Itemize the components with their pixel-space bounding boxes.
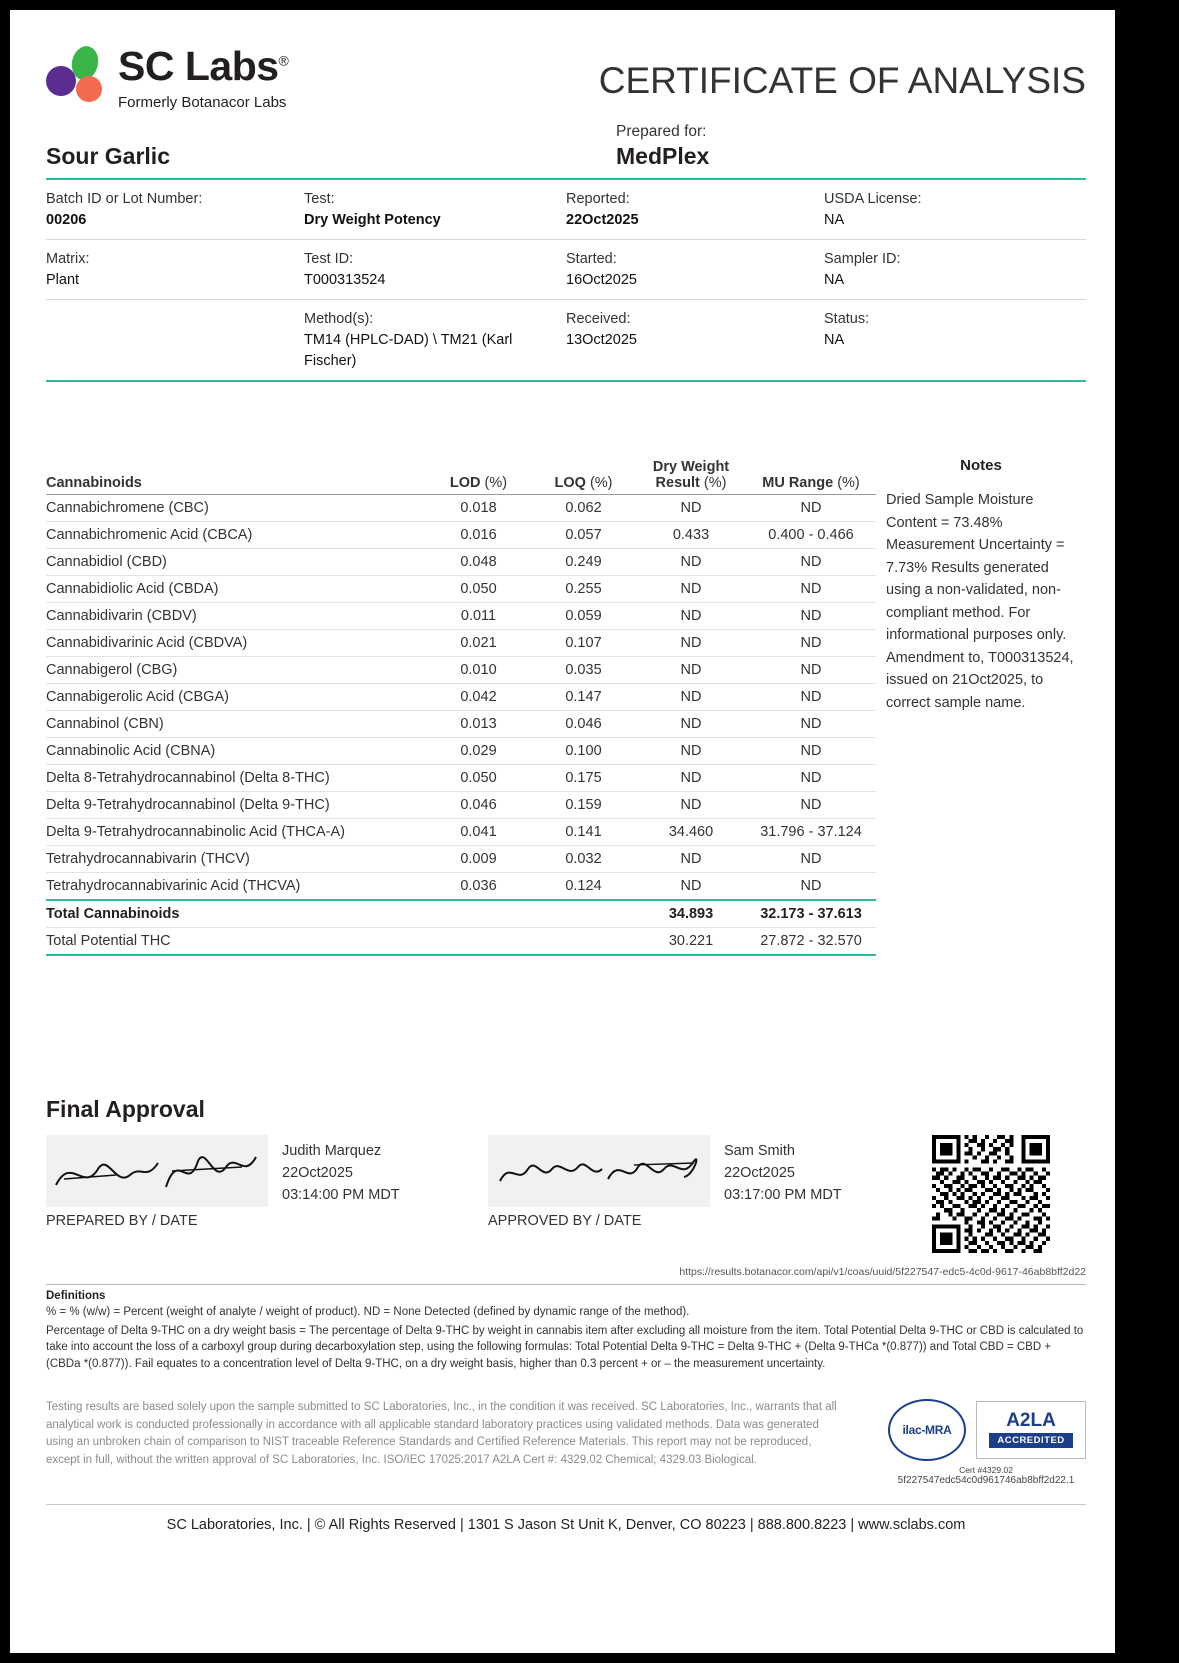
table-row: Tetrahydrocannabivarinic Acid (THCVA) 0.036 0.124 ND ND xyxy=(46,873,876,901)
sample-name: Sour Garlic xyxy=(46,143,170,169)
signature-image-prepared xyxy=(46,1135,268,1207)
col-loq: LOQ (%) xyxy=(531,454,636,495)
table-row: Cannabichromenic Acid (CBCA) 0.016 0.057 0.433 0.400 - 0.466 xyxy=(46,522,876,549)
accredited-label: ACCREDITED xyxy=(989,1433,1072,1448)
table-row: Tetrahydrocannabivarin (THCV) 0.009 0.032 ND ND xyxy=(46,846,876,873)
logo-mark-icon xyxy=(46,44,108,108)
meta-sampler-id: Sampler ID: NA xyxy=(824,251,901,289)
notes-column xyxy=(876,454,1076,714)
notes-text: Dried Sample Moisture Content = 73.48% Measurement Uncertainty = 7.73% Results generated using a non-validated, non-compliant method. For informational purposes only. Amendment to, T000313524, issued on 21Oct2025, to correct sample name. xyxy=(886,492,1074,711)
prepared-by-time: 03:14:00 PM MDT xyxy=(282,1186,400,1203)
a2la-label: A2LA xyxy=(1006,1410,1056,1432)
qr-code-icon[interactable] xyxy=(932,1135,1050,1253)
meta-row-3 xyxy=(46,300,1086,380)
table-row: Cannabidivarinic Acid (CBDVA) 0.021 0.107 ND ND xyxy=(46,630,876,657)
cert-number: Cert #4329.02 xyxy=(959,1464,1013,1475)
meta-batch-id: Batch ID or Lot Number: 00206 xyxy=(46,191,203,229)
prepared-by-name: Judith Marquez xyxy=(282,1143,382,1160)
approved-by-time: 03:17:00 PM MDT xyxy=(724,1186,842,1203)
definitions-section xyxy=(46,1284,1086,1373)
qr-url[interactable]: https://results.botanacor.com/api/v1/coas/uuid/5f227547-edc5-4c0d-9617-46ab8bff2d22 xyxy=(679,1266,1086,1279)
table-row: Delta 9-Tetrahydrocannabinolic Acid (THCA-A) 0.041 0.141 34.460 31.796 - 37.124 xyxy=(46,819,876,846)
table-row: Cannabidiol (CBD) 0.048 0.249 ND ND xyxy=(46,549,876,576)
table-row: Cannabigerol (CBG) 0.010 0.035 ND ND xyxy=(46,657,876,684)
prepared-by-block xyxy=(46,1135,488,1229)
a2la-accredited-icon xyxy=(976,1401,1086,1459)
meta-received: Received: 13Oct2025 xyxy=(566,311,637,349)
prepared-for-label: Prepared for: xyxy=(616,123,707,140)
signature-image-approved xyxy=(488,1135,710,1207)
definitions-heading: Definitions xyxy=(46,1290,106,1303)
final-approval-title: Final Approval xyxy=(46,1096,205,1123)
meta-status: Status: NA xyxy=(824,311,870,349)
approved-by-caption: APPROVED BY / DATE xyxy=(488,1213,642,1230)
page-title: CERTIFICATE OF ANALYSIS xyxy=(598,60,1086,101)
col-lod: LOD (%) xyxy=(426,454,531,495)
meta-methods: Method(s): TM14 (HPLC-DAD) \ TM21 (Karl Fischer) xyxy=(304,311,513,370)
page-footer: SC Laboratories, Inc. | © All Rights Reserved | 1301 S Jason St Unit K, Denver, CO 80223 | 888.800.8223 | www.sclabs.com xyxy=(46,1504,1086,1533)
approved-by-name: Sam Smith xyxy=(724,1143,795,1160)
brand-tagline: Formerly Botanacor Labs xyxy=(118,94,287,111)
table-row: Cannabichromene (CBC) 0.018 0.062 ND ND xyxy=(46,495,876,522)
meta-started: Started: 16Oct2025 xyxy=(566,251,637,289)
meta-reported: Reported: 22Oct2025 xyxy=(566,191,639,229)
brand-name: SC Labs® xyxy=(118,43,289,89)
cert-uuid: 5f227547edc54c0d961746ab8bff2d22.1 xyxy=(897,1474,1075,1486)
col-result: Dry Weight Result (%) xyxy=(636,454,746,495)
meta-usda-license: USDA License: NA xyxy=(824,191,922,229)
table-row: Cannabinolic Acid (CBNA) 0.029 0.100 ND ND xyxy=(46,738,876,765)
approved-by-date: 22Oct2025 xyxy=(724,1164,795,1181)
table-row: Cannabidivarin (CBDV) 0.011 0.059 ND ND xyxy=(46,603,876,630)
meta-matrix: Matrix: Plant xyxy=(46,251,90,289)
sc-labs-logo xyxy=(46,32,288,111)
disclaimer-section xyxy=(46,1399,1086,1486)
sample-client-row xyxy=(46,123,1086,170)
approved-by-block xyxy=(488,1135,930,1229)
prepared-by-caption: PREPARED BY / DATE xyxy=(46,1213,198,1230)
qr-code-block[interactable] xyxy=(930,1135,1086,1258)
table-row-total-potential-thc: Total Potential THC 30.221 27.872 - 32.570 xyxy=(46,928,876,956)
col-mu-range: MU Range (%) xyxy=(746,454,876,495)
cannabinoids-title: Cannabinoids xyxy=(46,454,426,495)
definitions-line-1: % = % (w/w) = Percent (weight of analyte / weight of product). ND = None Detected (defined by dynamic range of the method). xyxy=(46,1306,690,1319)
document-header xyxy=(46,32,1086,111)
cannabinoids-table xyxy=(46,454,876,956)
prepared-by-date: 22Oct2025 xyxy=(282,1164,353,1181)
table-row: Cannabigerolic Acid (CBGA) 0.042 0.147 ND ND xyxy=(46,684,876,711)
table-row: Delta 8-Tetrahydrocannabinol (Delta 8-THC) 0.050 0.175 ND ND xyxy=(46,765,876,792)
col-notes: Notes xyxy=(960,457,1002,475)
coa-sheet xyxy=(10,10,1115,1653)
meta-row-2 xyxy=(46,240,1086,299)
meta-test-id: Test ID: T000313524 xyxy=(304,251,386,289)
definitions-line-2: Percentage of Delta 9-THC on a dry weight basis = The percentage of Delta 9-THC by weight in cannabis item after excluding all moisture from the item. Total Potential Delta 9-THC or CBD is calculated to take into account the loss of a carboxyl group during decarboxylation step, using the following formulas: Total Potential Delta 9-THC = Delta 9-THC + (Delta 9-THCa *(0.877)) and Total CBD = CBD + (CBDa *(0.877)). Fail equates to a concentration level of Delta 9-THC, on a dry weight basis, higher than 0.3 percent + or – the measurement uncertainty. xyxy=(46,1324,1084,1371)
cannabinoids-section xyxy=(46,454,1086,956)
client-name: MedPlex xyxy=(616,143,710,169)
meta-test: Test: Dry Weight Potency xyxy=(304,191,441,229)
meta-row-1 xyxy=(46,180,1086,239)
table-row: Cannabinol (CBN) 0.013 0.046 ND ND xyxy=(46,711,876,738)
table-row-total-cannabinoids: Total Cannabinoids 34.893 32.173 - 37.613 xyxy=(46,900,876,928)
meta-empty xyxy=(46,309,304,372)
disclaimer-text: Testing results are based solely upon the sample submitted to SC Laboratories, Inc., in the condition it was received. SC Laboratories, Inc., warrants that all analytical work is conducted professionally in accordance with all applicable standard laboratory practices using validated methods. Data was generated using an unbroken chain of comparison to NIST traceable Reference Standards and Certified Reference Materials. This report may not be reproduced, except in full, without the written approval of SC Laboratories, Inc. ISO/IEC 17025:2017 A2LA Cert #: 4329.02 Chemical; 4329.03 Biological. xyxy=(46,1400,837,1467)
table-row: Delta 9-Tetrahydrocannabinol (Delta 9-THC) 0.046 0.159 ND ND xyxy=(46,792,876,819)
table-row: Cannabidiolic Acid (CBDA) 0.050 0.255 ND ND xyxy=(46,576,876,603)
final-approval-section xyxy=(46,1096,1086,1278)
ilac-mra-icon: ilac-MRA xyxy=(888,1399,966,1461)
